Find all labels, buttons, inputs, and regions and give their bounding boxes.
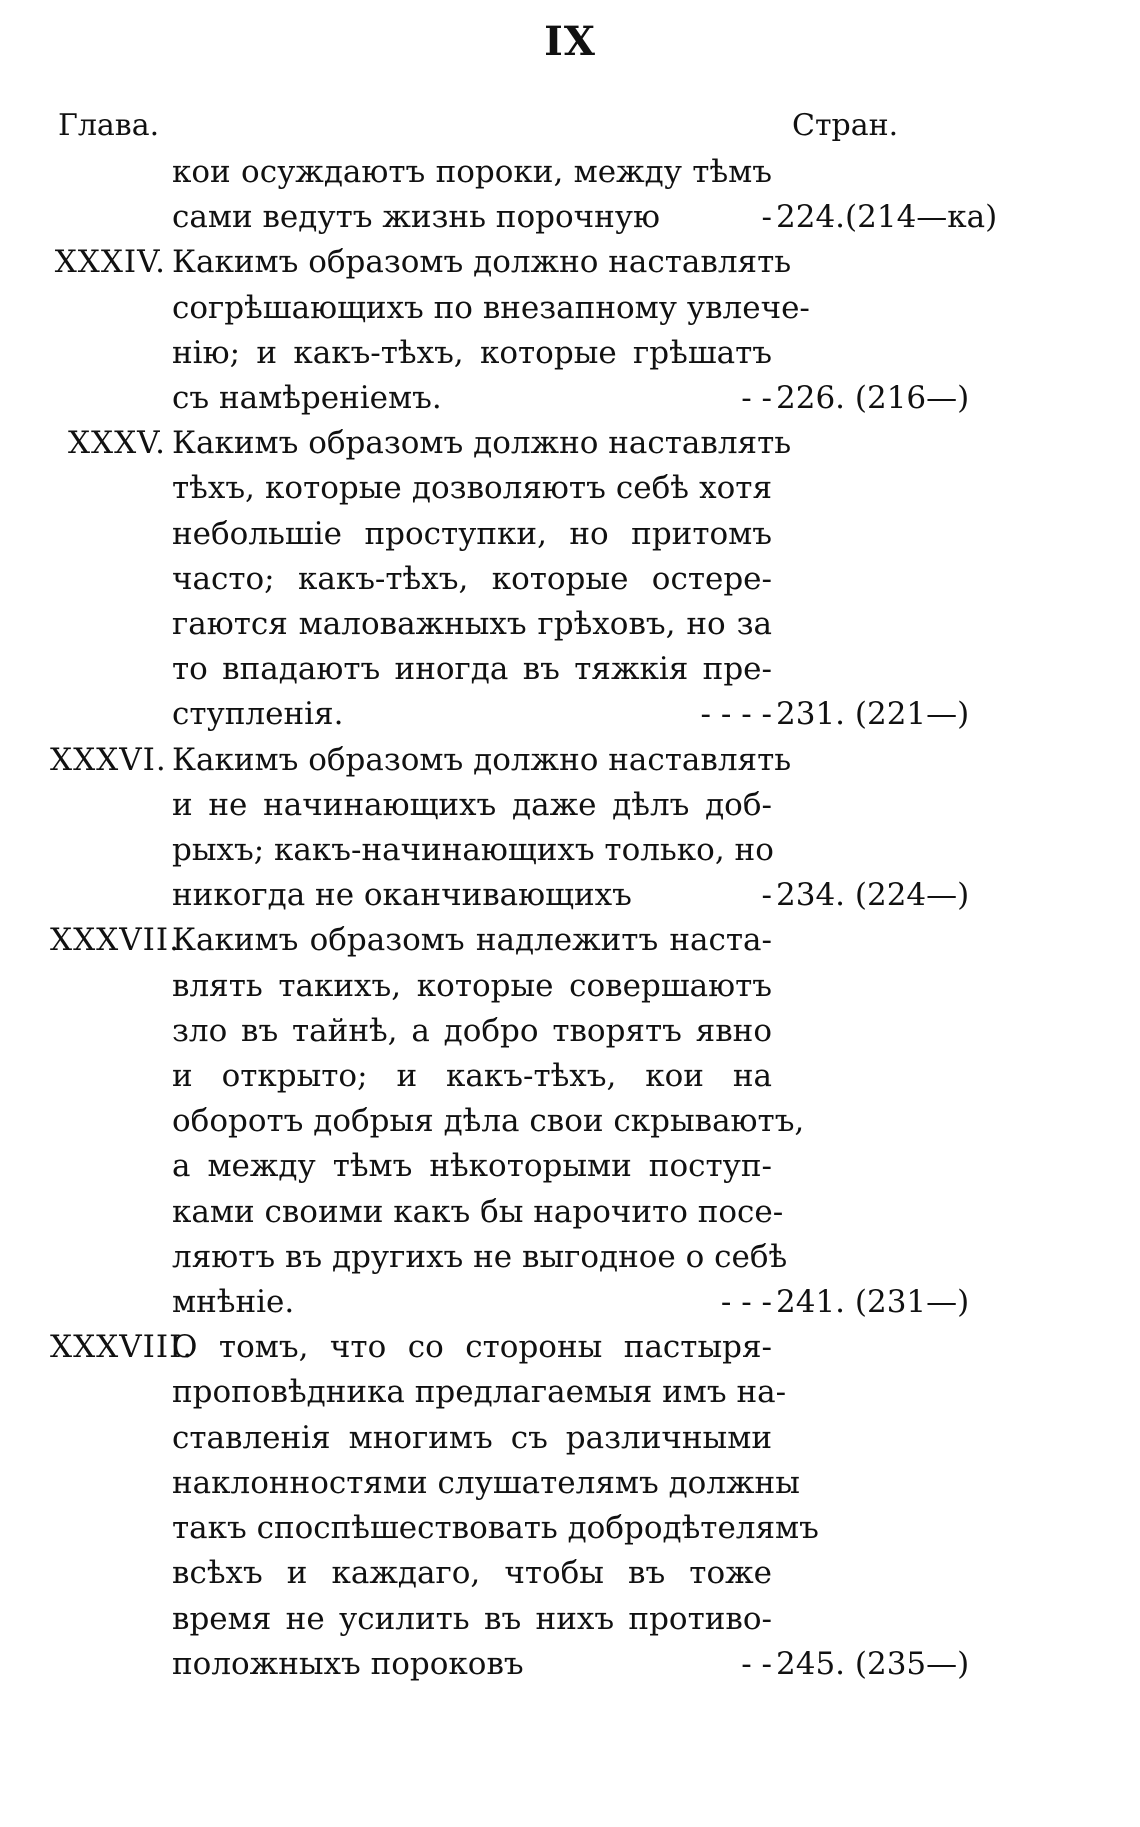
toc-entry (50, 240, 1110, 421)
chapter-column-header: Глава. (58, 108, 160, 143)
dot-leader: - - (741, 1645, 772, 1682)
dot-leader: - (761, 199, 772, 236)
chapter-title (172, 738, 792, 919)
title-line: ставленія многимъ съ различными (172, 1419, 772, 1456)
chapter-title (172, 918, 805, 1325)
title-line (172, 195, 772, 240)
title-line (172, 1280, 772, 1325)
title-line (172, 376, 772, 421)
page-reference-text: 234. (224—) (776, 877, 970, 914)
title-line-text: мнѣніе. (172, 1284, 295, 1321)
title-line: Какимъ образомъ должно наставлять (172, 244, 792, 281)
title-line: ляютъ въ другихъ не выгодное о себѣ (172, 1238, 788, 1275)
title-line: тѣхъ, которые дозволяютъ себѣ хотя (172, 470, 772, 507)
title-line-text: ступленія. (172, 696, 344, 733)
title-line-text: съ намѣреніемъ. (172, 380, 442, 417)
title-line: такъ споспѣшествовать добродѣтелямъ (172, 1510, 819, 1547)
toc-entry (50, 1325, 1110, 1687)
title-line: согрѣшающихъ по внезапному увлече- (172, 289, 810, 326)
chapter-number: XXXVIII. (50, 1329, 194, 1366)
title-line-text: сами ведутъ жизнь порочную (172, 199, 661, 236)
page-reference-text: 241. (231—) (776, 1284, 970, 1321)
title-line: время не усилить въ нихъ противо- (172, 1600, 772, 1637)
title-line: зло въ тайнѣ, а добро творятъ явно (172, 1012, 772, 1049)
title-line: часто; какъ-тѣхъ, которые остере- (172, 560, 772, 597)
page-column-header: Стран. (792, 108, 899, 143)
dot-leader: - - - (720, 1284, 772, 1321)
page-reference (772, 240, 1044, 421)
title-line: и открыто; и какъ-тѣхъ, кои на (172, 1058, 772, 1095)
chapter-number: XXXIV. (54, 244, 166, 281)
title-line: Какимъ образомъ должно наставлять (172, 425, 792, 462)
title-line: и не начинающихъ даже дѣлъ доб- (172, 786, 772, 823)
toc-entry (50, 421, 1110, 737)
title-line: Какимъ образомъ должно наставлять (172, 741, 792, 778)
title-line: ками своими какъ бы нарочито посе- (172, 1193, 784, 1230)
page-reference-text: 245. (235—) (776, 1645, 970, 1682)
chapter-number: XXXVII. (50, 922, 180, 959)
title-line: гаются маловажныхъ грѣховъ, но за (172, 606, 772, 643)
title-line: проповѣдника предлагаемыя имъ на- (172, 1374, 787, 1411)
chapter-number (50, 150, 172, 240)
toc-entry (50, 918, 1110, 1325)
chapter-title (172, 150, 772, 240)
chapter-number: XXXV. (67, 425, 166, 462)
title-line: небольшіе проступки, но притомъ (172, 515, 772, 552)
chapter-title (172, 240, 810, 421)
dot-leader: - - (741, 380, 772, 417)
page-reference-text: 231. (221—) (776, 696, 970, 733)
page-reference (772, 150, 1044, 240)
title-line: влять такихъ, которые совершаютъ (172, 967, 772, 1004)
chapter-number: XXXVI. (50, 741, 167, 778)
title-line: рыхъ; какъ-начинающихъ только, но (172, 832, 774, 869)
title-line (172, 873, 772, 918)
title-line: то впадаютъ иногда въ тяжкія пре- (172, 651, 772, 688)
dot-leader: - - - - (700, 696, 772, 733)
title-line-text: никогда не оканчивающихъ (172, 877, 632, 914)
title-line: оборотъ добрыя дѣла свои скрываютъ, (172, 1103, 805, 1140)
page-reference (772, 421, 1044, 737)
title-line (172, 1642, 772, 1687)
page-reference-text: 226. (216—) (776, 380, 970, 417)
dot-leader: - (761, 877, 772, 914)
chapter-title (172, 421, 792, 737)
toc-entry (50, 738, 1110, 919)
title-line: а между тѣмъ нѣкоторыми поступ- (172, 1148, 772, 1185)
chapter-title (172, 1325, 819, 1687)
page-reference-text: 224.(214—ка) (776, 199, 998, 236)
page-number: IX (544, 18, 596, 65)
page-reference (772, 738, 1044, 919)
title-line-text: положныхъ пороковъ (172, 1645, 524, 1682)
table-of-contents (50, 150, 1110, 1687)
title-line: О томъ, что со стороны пастыря- (172, 1329, 772, 1366)
page-reference (772, 1325, 1044, 1687)
title-line: кои осуждаютъ пороки, между тѣмъ (172, 154, 772, 190)
page-reference (772, 918, 1044, 1325)
title-line (172, 692, 772, 737)
title-line: Какимъ образомъ надлежитъ наста- (172, 922, 772, 959)
title-line: наклонностями слушателямъ должны (172, 1464, 800, 1501)
title-line: всѣхъ и каждаго, чтобы въ тоже (172, 1555, 772, 1592)
toc-entry (50, 150, 1110, 240)
title-line: нію; и какъ-тѣхъ, которые грѣшатъ (172, 334, 772, 371)
